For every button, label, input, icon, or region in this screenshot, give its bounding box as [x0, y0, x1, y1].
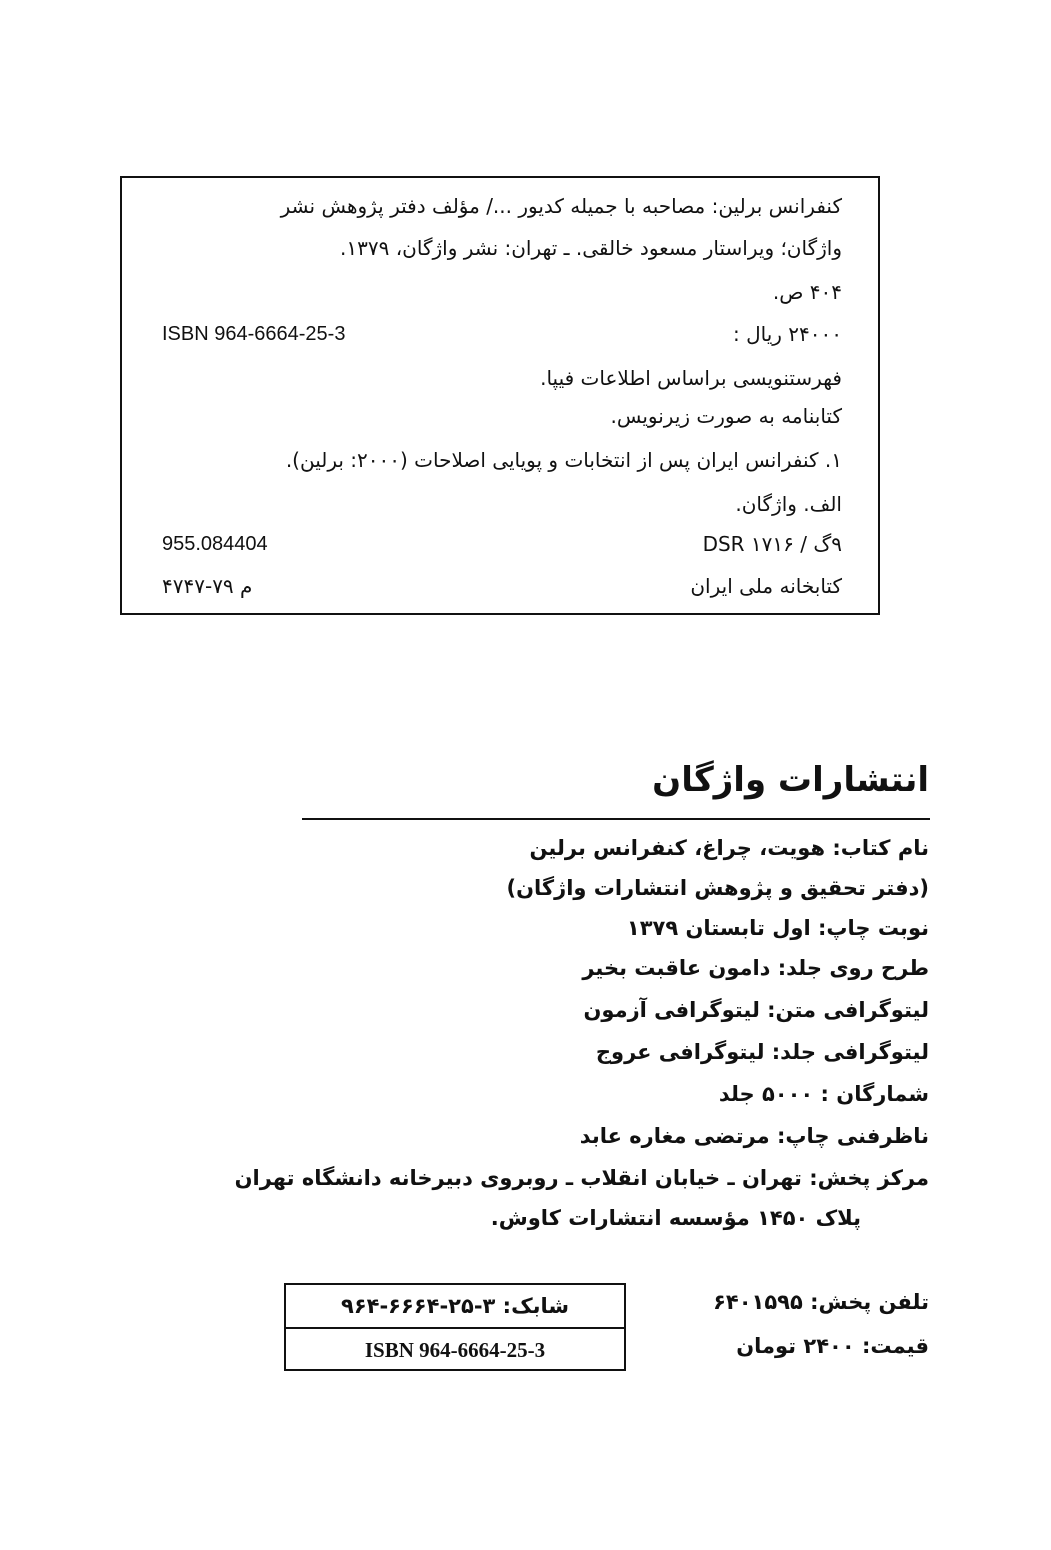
cip-line-8: الف. واژگان. [735, 492, 842, 516]
cip-line-7: ۱. کنفرانس ایران پس از انتخابات و پویایی اصلاحات (۲۰۰۰: برلین). [285, 448, 842, 472]
cip-library: کتابخانه ملی ایران [690, 574, 842, 598]
cip-line-1: کنفرانس برلین: مصاحبه با جمیله کدیور .../ مؤلف دفتر پژوهش نشر [280, 194, 842, 218]
colophon-cover-litho: لیتوگرافی جلد: لیتوگرافی عروج [595, 1040, 929, 1064]
cip-dewey: 955.084404 [162, 533, 268, 555]
colophon-text-litho: لیتوگرافی متن: لیتوگرافی آزمون [583, 998, 929, 1022]
shabak-number: شابک: ۳-۲۵-۶۶۶۴-۹۶۴ [286, 1285, 624, 1329]
colophon-supervisor: ناظرفنی چاپ: مرتضی مغاره عابد [579, 1124, 929, 1148]
colophon-office: (دفتر تحقیق و پژوهش انتشارات واژگان) [506, 876, 929, 900]
isbn-number: ISBN 964-6664-25-3 [364, 1338, 546, 1362]
colophon-distribution: مرکز پخش: تهران ـ خیابان انقلاب ـ روبروی دبیرخانه دانشگاه تهران [234, 1166, 929, 1190]
colophon-address: پلاک ۱۴۵۰ مؤسسه انتشارات کاوش. [490, 1206, 861, 1230]
cip-line-3: ۴۰۴ ص. [772, 280, 842, 304]
publisher-name: انتشارات واژگان [652, 760, 929, 800]
isbn-box [284, 1283, 626, 1371]
colophon-book-title: نام کتاب: هویت، چراغ، کنفرانس برلین [529, 836, 929, 860]
cip-line-5: فهرستنویسی براساس اطلاعات فیپا. [540, 366, 842, 390]
cip-catalog-box [120, 176, 880, 615]
colophon-cover-design: طرح روی جلد: دامون عاقبت بخیر [582, 956, 929, 980]
cip-line-6: کتابنامه به صورت زیرنویس. [610, 404, 842, 428]
colophon-print-run: شمارگان : ۵۰۰۰ جلد [718, 1082, 929, 1106]
divider [302, 818, 930, 820]
cip-library-number: م ۷۹-۴۷۴۷ [162, 574, 253, 598]
colophon-edition: نوبت چاپ: اول تابستان ۱۳۷۹ [626, 916, 929, 940]
cip-isbn: ISBN 964-6664-25-3 [162, 323, 346, 345]
cip-line-2: واژگان؛ ویراستار مسعود خالقی. ـ تهران: نشر واژگان، ۱۳۷۹. [340, 236, 842, 260]
price: قیمت: ۲۴۰۰ تومان [736, 1334, 929, 1358]
cip-price-line: ۲۴۰۰۰ ریال : [732, 322, 842, 346]
distribution-phone: تلفن پخش: ۶۴۰۱۵۹۵ [713, 1290, 929, 1314]
cip-classification: ۹گ / DSR ۱۷۱۶ [702, 532, 842, 556]
